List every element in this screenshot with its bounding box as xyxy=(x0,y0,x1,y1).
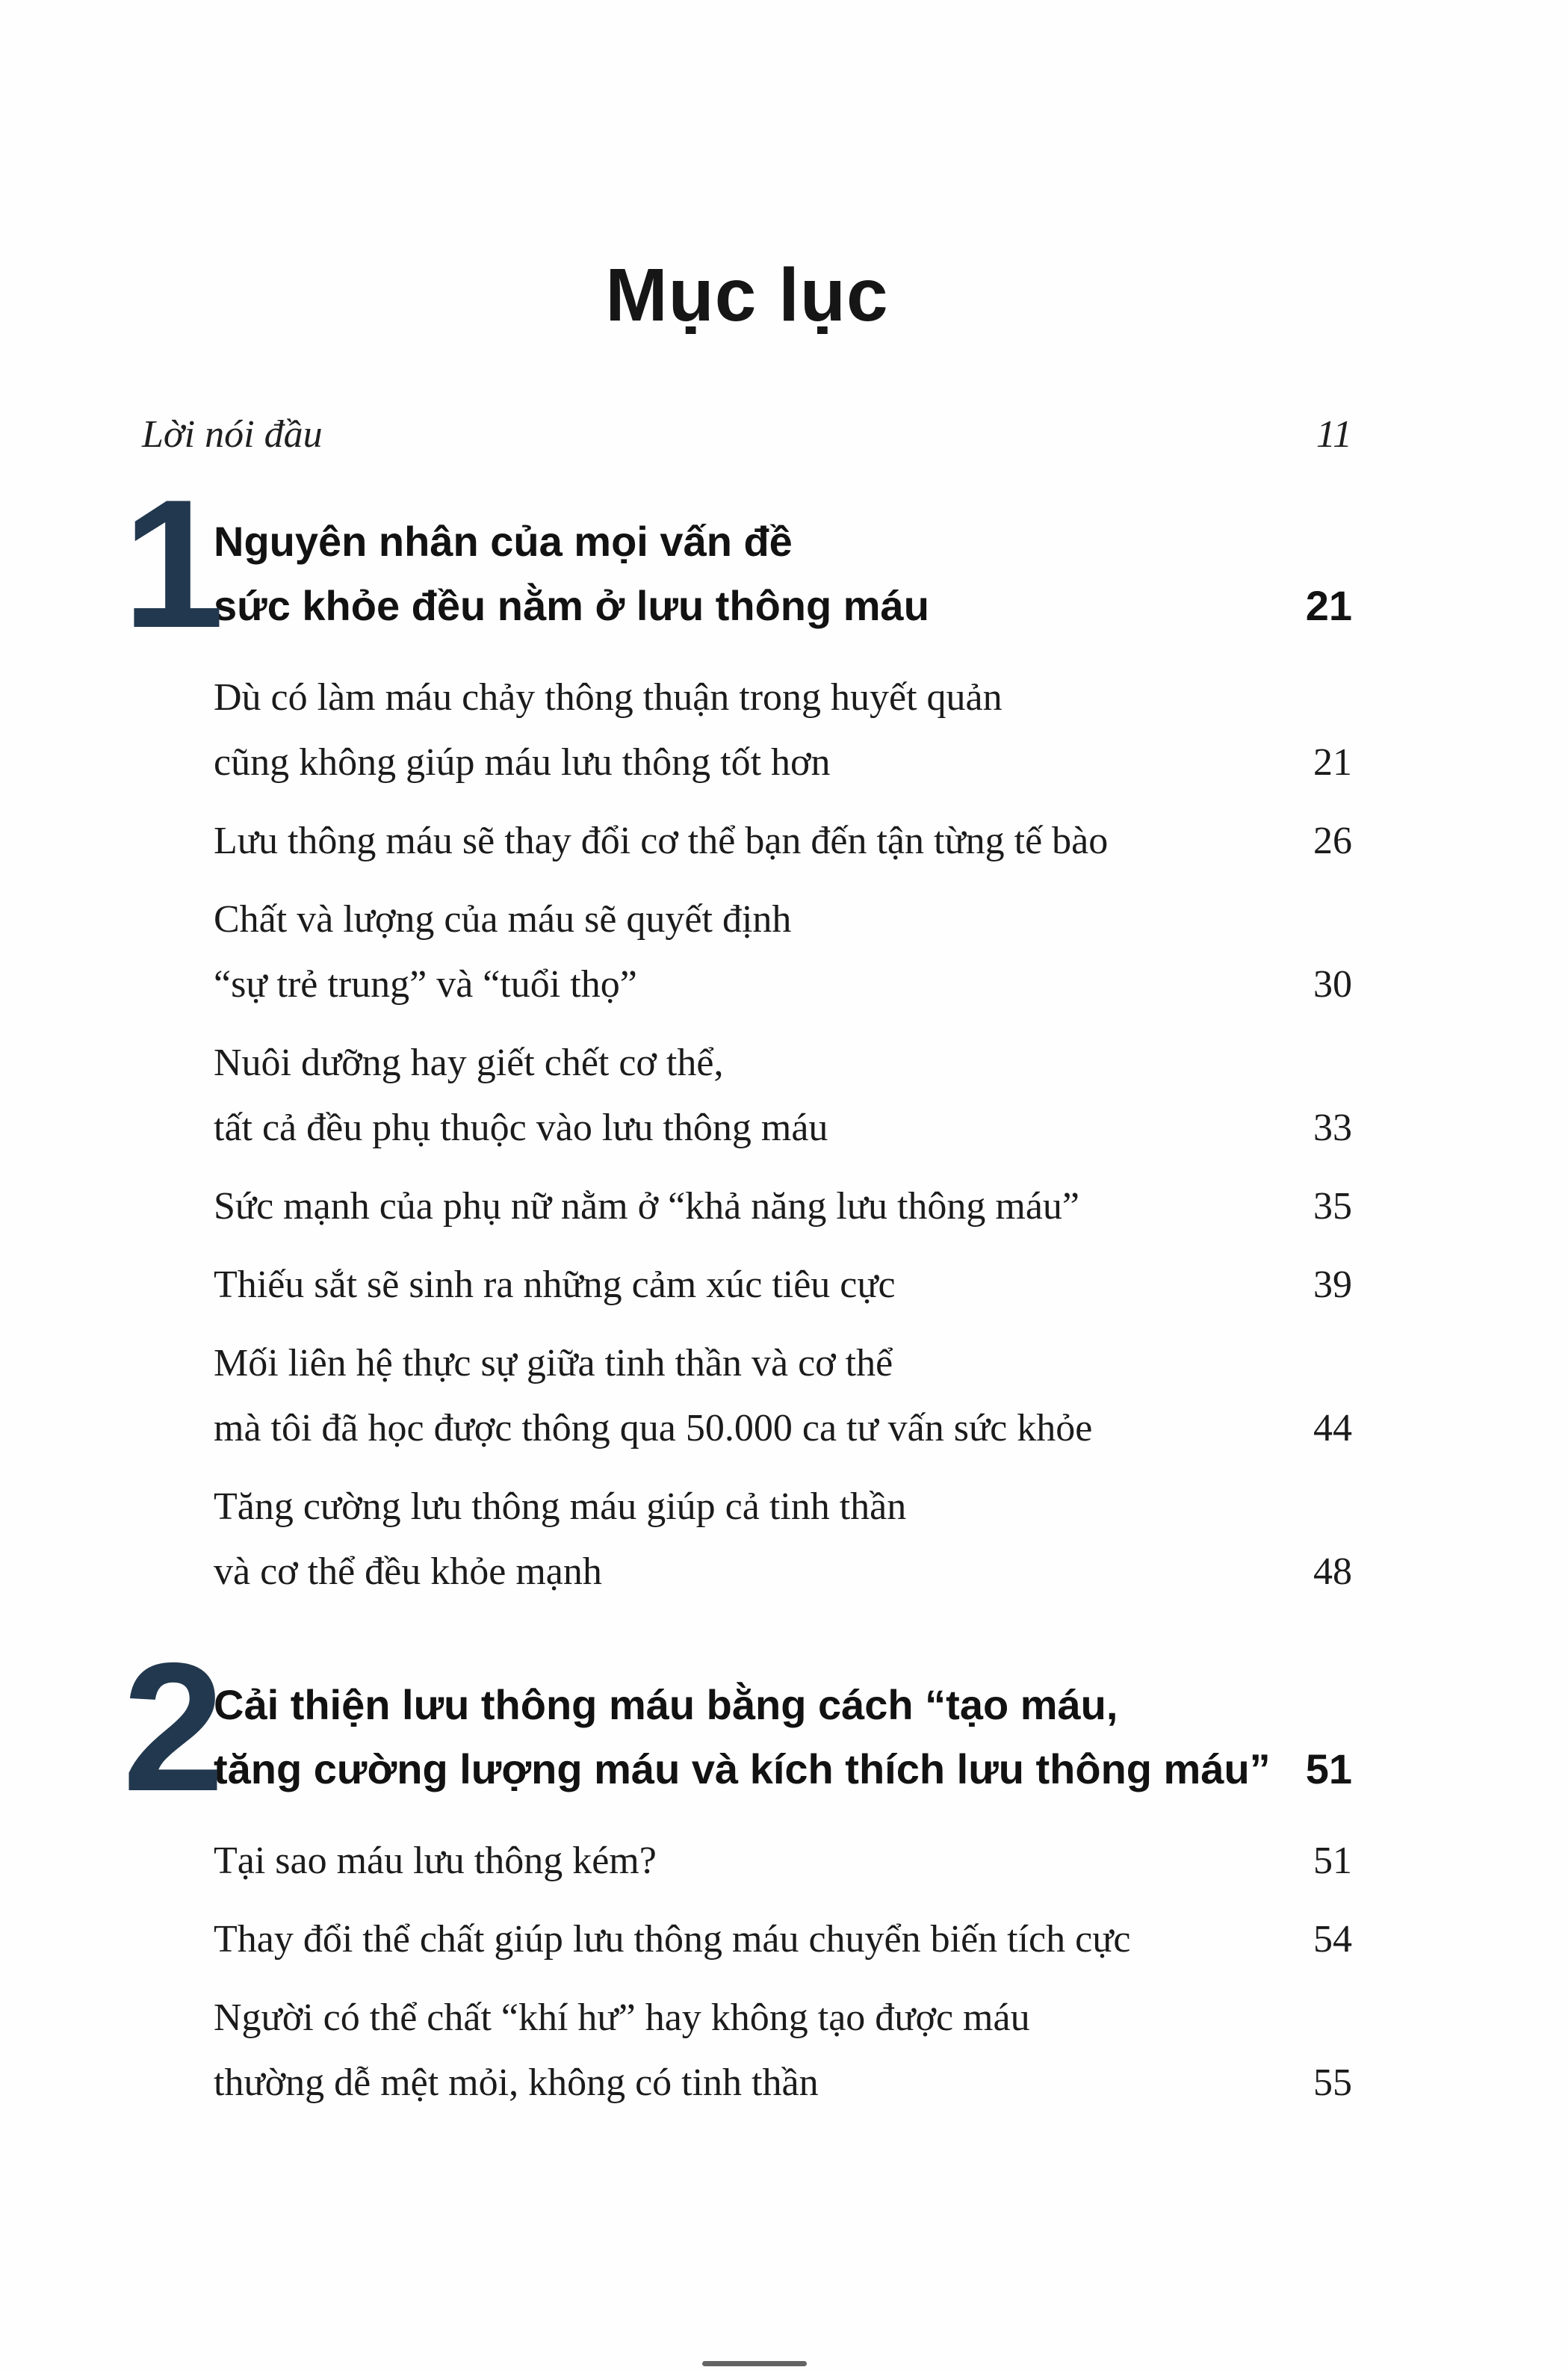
entry-line: “sự trẻ trung” và “tuổi thọ” xyxy=(214,963,637,1006)
chapter-2-entries xyxy=(142,1828,1352,2115)
entry-text xyxy=(214,1174,1079,1239)
entry-page-number: 30 xyxy=(1313,963,1352,1006)
entry-text xyxy=(214,1985,1030,2115)
entry-text xyxy=(214,1331,1092,1461)
chapter-1-page-number: 21 xyxy=(1305,582,1352,629)
entry-text xyxy=(214,808,1108,873)
entry-text xyxy=(214,1907,1130,1972)
chapter-title-line: tăng cường lượng máu và kích thích lưu thông máu” xyxy=(214,1745,1271,1792)
entry-page-number: 33 xyxy=(1313,1107,1352,1149)
toc-entry xyxy=(214,887,1352,1017)
entry-line: Thay đổi thể chất giúp lưu thông máu chuyển biến tích cực xyxy=(214,1918,1131,1961)
entry-line: Tại sao máu lưu thông kém? xyxy=(214,1840,657,1882)
toc-entry xyxy=(214,1907,1352,1972)
chapter-section-1 xyxy=(123,461,1352,1604)
entry-line: Chất và lượng của máu sẽ quyết định xyxy=(214,898,792,941)
entry-line: Mối liên hệ thực sự giữa tinh thần và cơ thể xyxy=(214,1342,893,1384)
entry-line: mà tôi đã học được thông qua 50.000 ca tư vấn sức khỏe xyxy=(214,1407,1093,1449)
entry-page-number: 44 xyxy=(1313,1407,1352,1449)
entry-text xyxy=(214,1828,657,1893)
entry-text xyxy=(214,1474,906,1604)
scan-artifact xyxy=(702,2361,807,2366)
toc-entry xyxy=(214,1828,1352,1893)
entry-line: Thiếu sắt sẽ sinh ra những cảm xúc tiêu cực xyxy=(214,1263,896,1306)
entry-page-number: 55 xyxy=(1313,2061,1352,2104)
entry-page-number: 48 xyxy=(1313,1550,1352,1593)
toc-entry xyxy=(214,1174,1352,1239)
chapter-title-line: sức khỏe đều nằm ở lưu thông máu xyxy=(214,582,929,629)
entry-line: cũng không giúp máu lưu thông tốt hơn xyxy=(214,741,831,784)
entry-line: thường dễ mệt mỏi, không có tinh thần xyxy=(214,2061,819,2104)
chapter-title-line: Cải thiện lưu thông máu bằng cách “tạo máu, xyxy=(214,1681,1118,1728)
entry-line: Tăng cường lưu thông máu giúp cả tinh thần xyxy=(214,1485,907,1528)
toc-entry xyxy=(214,1252,1352,1317)
entry-line: Sức mạnh của phụ nữ nằm ở “khả năng lưu thông máu” xyxy=(214,1185,1080,1228)
entry-line: Dù có làm máu chảy thông thuận trong huyết quản xyxy=(214,676,1003,719)
chapter-2-title xyxy=(214,1673,1271,1801)
toc-entry xyxy=(214,1985,1352,2115)
entry-line: và cơ thể đều khỏe mạnh xyxy=(214,1550,602,1593)
chapter-section-2 xyxy=(123,1624,1352,2115)
chapter-1-heading xyxy=(123,461,1352,666)
entry-text xyxy=(214,1030,828,1160)
preface-page-number: 11 xyxy=(1316,413,1352,456)
entry-page-number: 26 xyxy=(1313,820,1352,862)
entry-line: Người có thể chất “khí hư” hay không tạo được máu xyxy=(214,1996,1030,2039)
chapter-2-heading xyxy=(123,1624,1352,1829)
entry-line: Nuôi dưỡng hay giết chết cơ thể, xyxy=(214,1042,724,1084)
chapter-title-line: Nguyên nhân của mọi vấn đề xyxy=(214,518,793,565)
entry-text xyxy=(214,665,1003,795)
chapter-1-entries xyxy=(142,665,1352,1604)
toc-entry xyxy=(214,1331,1352,1461)
chapter-2-page-number: 51 xyxy=(1305,1745,1352,1792)
chapter-2-number: 2 xyxy=(123,1624,225,1829)
toc-entry xyxy=(214,665,1352,795)
entry-line: Lưu thông máu sẽ thay đổi cơ thể bạn đến tận từng tế bào xyxy=(214,820,1109,862)
preface-label: Lời nói đầu xyxy=(142,413,323,456)
toc-entry xyxy=(214,1474,1352,1604)
page-title: Mục lục xyxy=(605,253,889,337)
toc-entry xyxy=(214,1030,1352,1160)
preface-row xyxy=(142,408,1352,462)
entry-page-number: 54 xyxy=(1313,1918,1352,1961)
chapter-1-number: 1 xyxy=(123,461,225,666)
entry-page-number: 51 xyxy=(1313,1840,1352,1882)
toc-entry xyxy=(214,808,1352,873)
entry-line: tất cả đều phụ thuộc vào lưu thông máu xyxy=(214,1107,828,1149)
entry-page-number: 39 xyxy=(1313,1263,1352,1306)
entry-text xyxy=(214,1252,896,1317)
chapter-1-title xyxy=(214,510,929,638)
entry-text xyxy=(214,887,791,1017)
entry-page-number: 35 xyxy=(1313,1185,1352,1228)
entry-page-number: 21 xyxy=(1313,741,1352,784)
